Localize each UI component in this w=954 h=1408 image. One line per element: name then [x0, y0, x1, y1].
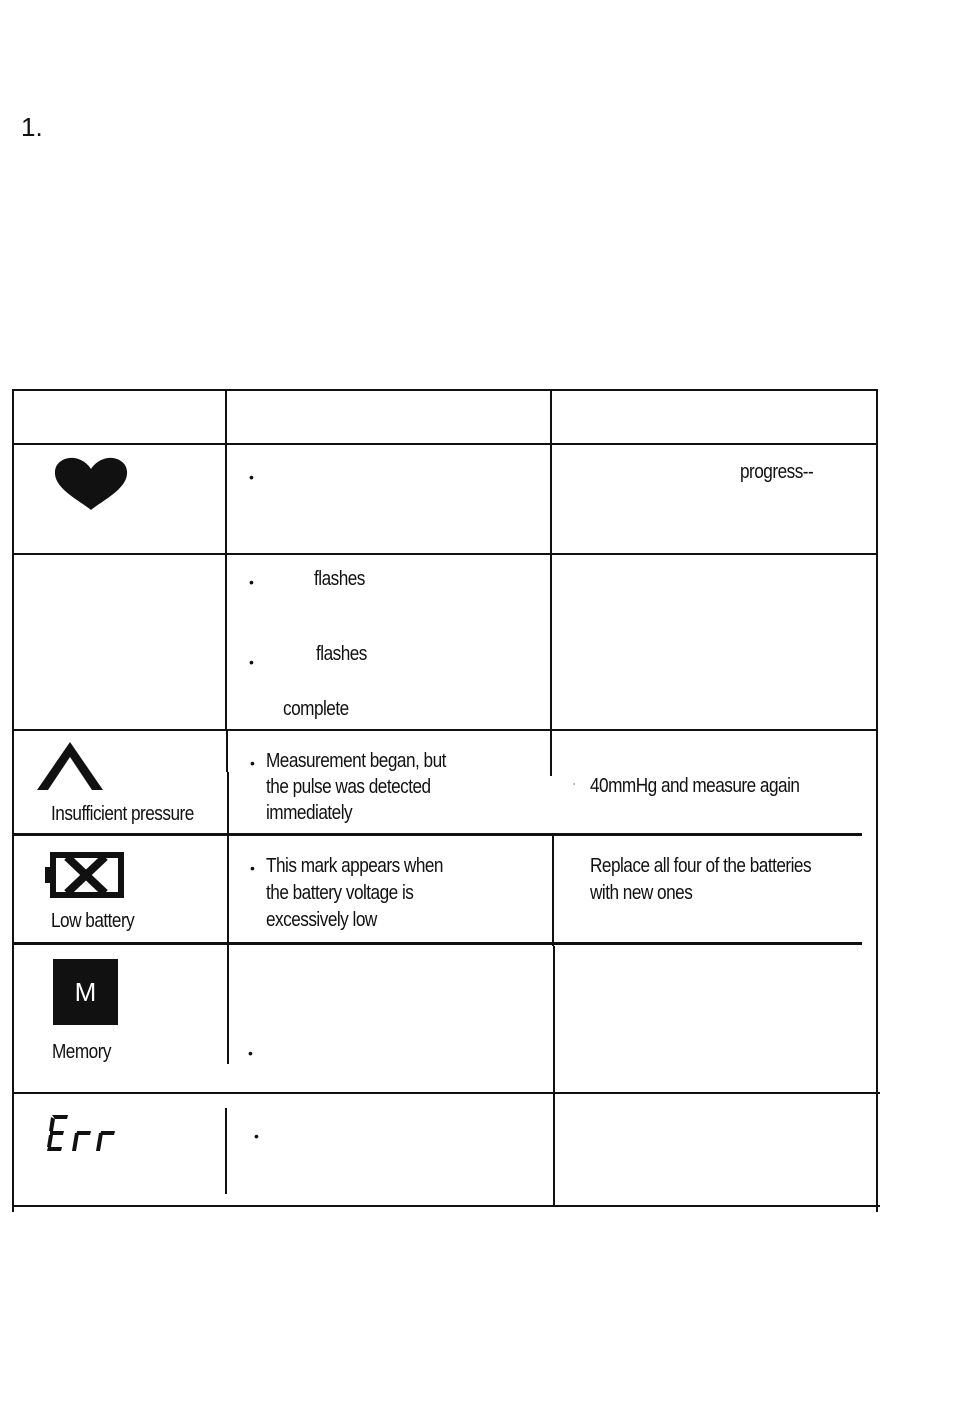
row-rule-4 — [12, 833, 862, 836]
cause-line: flashes — [316, 643, 367, 665]
bullet-icon: • — [249, 574, 254, 590]
speck — [573, 783, 575, 785]
cause-line: complete — [283, 698, 349, 720]
remedy-text: progress-- — [740, 461, 814, 483]
row-rule-3 — [12, 729, 878, 731]
col-divider-1d — [227, 772, 229, 1064]
battery-icon — [45, 851, 125, 899]
bullet-icon: • — [250, 755, 255, 771]
memory-icon: M — [53, 959, 118, 1025]
cause-line: flashes — [314, 568, 365, 590]
table-border-left — [12, 390, 14, 1212]
row-rule-header — [12, 443, 878, 445]
remedy-line: Replace all four of the batteries — [590, 855, 812, 877]
bullet-icon: • — [249, 469, 254, 485]
cause-line: the battery voltage is — [266, 882, 414, 904]
bullet-icon: • — [250, 860, 255, 876]
cause-line: excessively low — [266, 909, 377, 931]
col-divider-2a — [550, 390, 552, 730]
col-divider-1b — [225, 555, 227, 730]
col-divider-2d — [553, 946, 555, 1206]
symbol-label: Memory — [52, 1041, 112, 1063]
row-rule-5 — [12, 942, 862, 945]
bullet-icon: • — [249, 654, 254, 670]
col-divider-1a — [225, 390, 227, 553]
row-rule-top — [12, 389, 878, 391]
error-display-icon — [46, 1113, 122, 1153]
table-border-right — [876, 390, 878, 1212]
cause-line: This mark appears when — [266, 855, 443, 877]
cause-line: Measurement began, but — [266, 750, 446, 772]
col-divider-2b — [550, 730, 552, 776]
cause-line: immediately — [266, 802, 353, 824]
bullet-icon: • — [248, 1045, 253, 1061]
col-divider-1c — [226, 730, 228, 772]
row-rule-6 — [12, 1092, 880, 1094]
section-number: 1. — [21, 112, 43, 142]
bullet-icon: • — [254, 1128, 259, 1144]
heart-icon — [52, 456, 130, 512]
row-rule-2 — [12, 553, 878, 555]
row-rule-bottom — [12, 1205, 880, 1207]
remedy-line: with new ones — [590, 882, 693, 904]
triangle-icon — [37, 742, 103, 792]
symbol-label: Insufficient pressure — [51, 803, 194, 825]
symbol-label: Low battery — [51, 910, 135, 932]
cause-line: the pulse was detected — [266, 776, 431, 798]
col-divider-2c — [552, 834, 554, 946]
remedy-text: 40mmHg and measure again — [590, 775, 800, 797]
col-divider-1e — [225, 1108, 227, 1194]
